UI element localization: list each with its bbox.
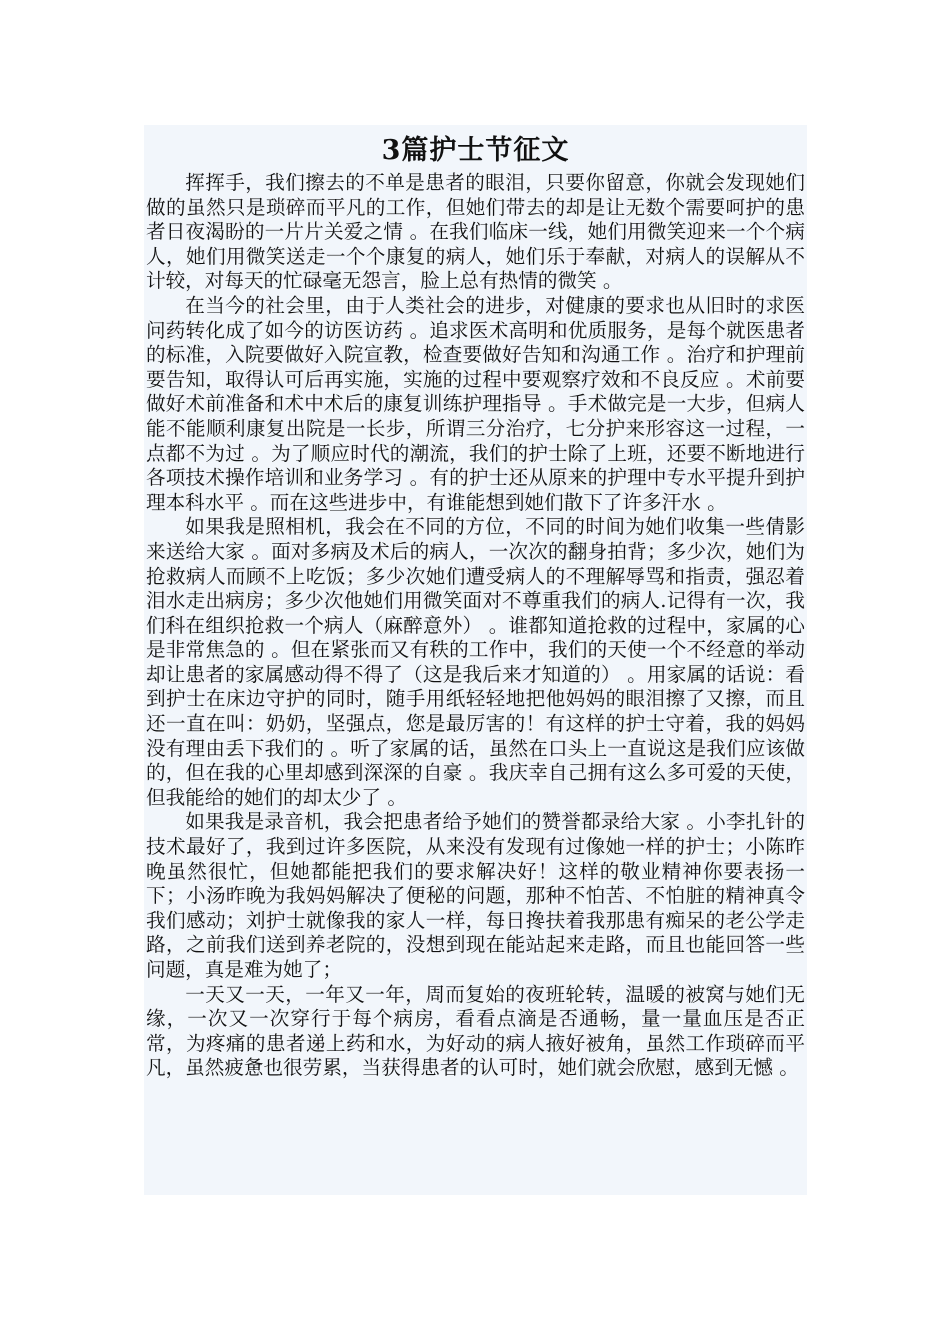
paragraph-3: 如果我是照相机，我会在不同的方位，不同的时间为她们收集一些倩影来送给大家 。面对多病及术后的病人，一次次的翻身拍背；多少次，她们为抢救病人而顾不上吃饭；多少次她们遭受病人的不理解辱骂和指责，强忍着泪水走出病房；多少次他她们用微笑面对不尊重我们的病人.记得有一次，我们科在组织抢救一个病人（麻醉意外） 。谁都知道抢救的过程中，家属的心是非常焦急的 。但在紧张而又有秩的工作中，我们的天使一个不经意的举动却让患者的家属感动得不得了（这是我后来才知道的） 。用家属的话说：看到护士在床边守护的同时，随手用纸轻轻地把他妈妈的眼泪擦了又擦，而且还一直在叫：奶奶，坚强点，您是最厉害的！有这样的护士守着，我的妈妈没有理由丢下我们的 。听了家属的话，虽然在口头上一直说这是我们应该做的，但在我的心里却感到深深的自豪 。我庆幸自己拥有这么多可爱的天使，但我能给的她们的却太少了 。 bbox=[146, 515, 805, 809]
paragraph-5: 一天又一天，一年又一年，周而复始的夜班轮转，温暖的被窝与她们无缘，一次又一次穿行于每个病房，看看点滴是否通畅，量一量血压是否正常，为疼痛的患者递上药和水，为好动的病人掖好被角，虽然工作琐碎而平凡，虽然疲惫也很劳累，当获得患者的认可时，她们就会欣慰，感到无憾 。 bbox=[146, 982, 805, 1080]
paragraph-4: 如果我是录音机，我会把患者给予她们的赞誉都录给大家 。小李扎针的技术最好了，我到过许多医院，从来没有发现有过像她一样的护士；小陈昨晚虽然很忙，但她都能把我们的要求解决好！这样的敬业精神你要表扬一下；小汤昨晚为我妈妈解决了便秘的问题，那种不怕苦、不怕脏的精神真令我们感动；刘护士就像我的家人一样，每日搀扶着我那患有痴呆的老公学走路，之前我们送到养老院的，没想到现在能站起来走路，而且也能回答一些问题，真是难为她了； bbox=[146, 810, 805, 981]
paragraph-1: 挥挥手，我们擦去的不单是患者的眼泪，只要你留意，你就会发现她们做的虽然只是琐碎而平凡的工作，但她们带去的却是让无数个需要呵护的患者日夜渴盼的一片片关爱之情 。在我们临床一线，她们用微笑迎来一个个病人，她们用微笑送走一个个康复的病人，她们乐于奉献，对病人的误解从不计较，对每天的忙碌毫无怨言，脸上总有热情的微笑 。 bbox=[146, 171, 805, 293]
paragraph-2: 在当今的社会里，由于人类社会的进步，对健康的要求也从旧时的求医问药转化成了如今的访医访药 。追求医术高明和优质服务，是每个就医患者的标准，入院要做好入院宣教，检查要做好告知和沟通工作 。治疗和护理前要告知，取得认可后再实施，实施的过程中要观察疗效和不良反应 。术前要做好术前准备和术中术后的康复训练护理指导 。手术做完是一大步，但病人能不能顺利康复出院是一长步，所谓三分治疗，七分护来形容这一过程，一点都不为过 。为了顺应时代的潮流，我们的护士除了上班，还要不断地进行各项技术操作培训和业务学习 。有的护士还从原来的护理中专水平提升到护理本科水平 。而在这些进步中，有谁能想到她们散下了许多汗水 。 bbox=[146, 293, 805, 514]
document-title: 3篇护士节征文 bbox=[381, 135, 570, 166]
text-block bbox=[144, 125, 807, 1195]
